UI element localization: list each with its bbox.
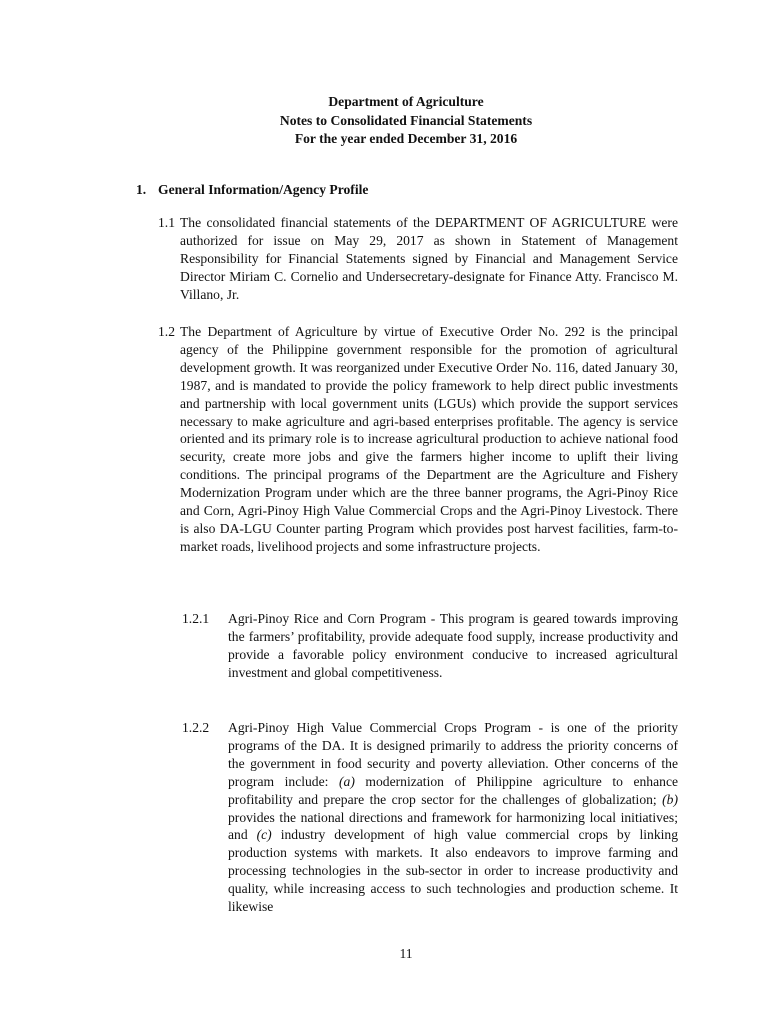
paragraph-1-1 — [158, 214, 678, 304]
paragraph-number: 1.2 — [158, 324, 175, 339]
text-segment: provides the national directions and framework for harmonizing local initiatives; and — [228, 809, 678, 843]
title-notes: Notes to Consolidated Financial Statements — [279, 112, 533, 128]
subparagraph-number: 1.2.1 — [182, 611, 210, 626]
subparagraph-1-2-2 — [182, 719, 678, 916]
text-segment: Agri-Pinoy High Value Commercial Crops Program - is one of the priority programs of the DA. It is designed primarily to address the priority concerns of the government in food security and poverty alleviation. Other concerns of the program include: — [228, 720, 678, 789]
document-title — [0, 93, 768, 149]
subparagraph-text — [228, 719, 678, 916]
paragraph-text: The consolidated financial statements of the DEPARTMENT OF AGRICULTURE were authorized for issue on May 29, 2017 as shown in Statement of Management Responsibility for Financial Statements signed by Financial and Management Service Director Miriam C. Cornelio and Undersecretary-designate for Finance Atty. Francisco M. Villano, Jr. — [180, 215, 678, 302]
text-segment: industry development of high value commercial crops by linking production systems with markets. It also endeavors to improve farming and processing technologies in the sub-sector in order to increase productivity and quality, while increasing access to such technologies and production scheme. It likewise — [228, 827, 679, 915]
section-heading — [136, 181, 368, 199]
list-marker-b: (b) — [662, 791, 678, 807]
subparagraph-text: Agri-Pinoy Rice and Corn Program - This program is geared towards improving the farmers’ profitability, provide adequate food supply, increase productivity and provide a favorable policy environment conducive to increased agricultural investment and global competitiveness. — [228, 611, 678, 680]
subparagraph-number: 1.2.2 — [182, 720, 210, 735]
subparagraph-1-2-1 — [182, 610, 678, 682]
paragraph-number: 1.1 — [158, 215, 175, 230]
list-marker-c: (c) — [256, 827, 272, 843]
paragraph-1-2 — [158, 323, 678, 556]
text-segment: modernization of Philippine agriculture to enhance profitability and prepare the crop sector for the challenges of globalization; — [228, 773, 679, 807]
list-marker-a: (a) — [339, 773, 355, 789]
title-agency: Department of Agriculture — [328, 94, 484, 109]
section-number: 1. — [136, 182, 147, 197]
paragraph-text: The Department of Agriculture by virtue of Executive Order No. 292 is the principal agency of the Philippine government responsible for the promotion of agricultural development growth. It was reorganized under Executive Order No. 116, dated January 30, 1987, and is mandated to provide the policy framework to help direct public investments and partnership with local government units (LGUs) which provide the support services necessary to make agriculture and agri-based enterprises profitable. The agency is service oriented and its primary role is to increase agricultural production to achieve national food security, create more jobs and give the farmers higher income to uplift their living conditions. The principal programs of the Department are the Agriculture and Fishery Modernization Program under which are the three banner programs, the Agri-Pinoy Rice and Corn, Agri-Pinoy High Value Commercial Crops and the Agri-Pinoy Livestock. There is also DA-LGU Counter parting Program which provides post harvest facilities, farm-to-market roads, livelihood projects and some infrastructure projects. — [180, 324, 678, 554]
title-period: For the year ended December 31, 2016 — [294, 131, 518, 146]
page-number: 11 — [399, 946, 413, 961]
section-title: General Information/Agency Profile — [158, 182, 369, 197]
